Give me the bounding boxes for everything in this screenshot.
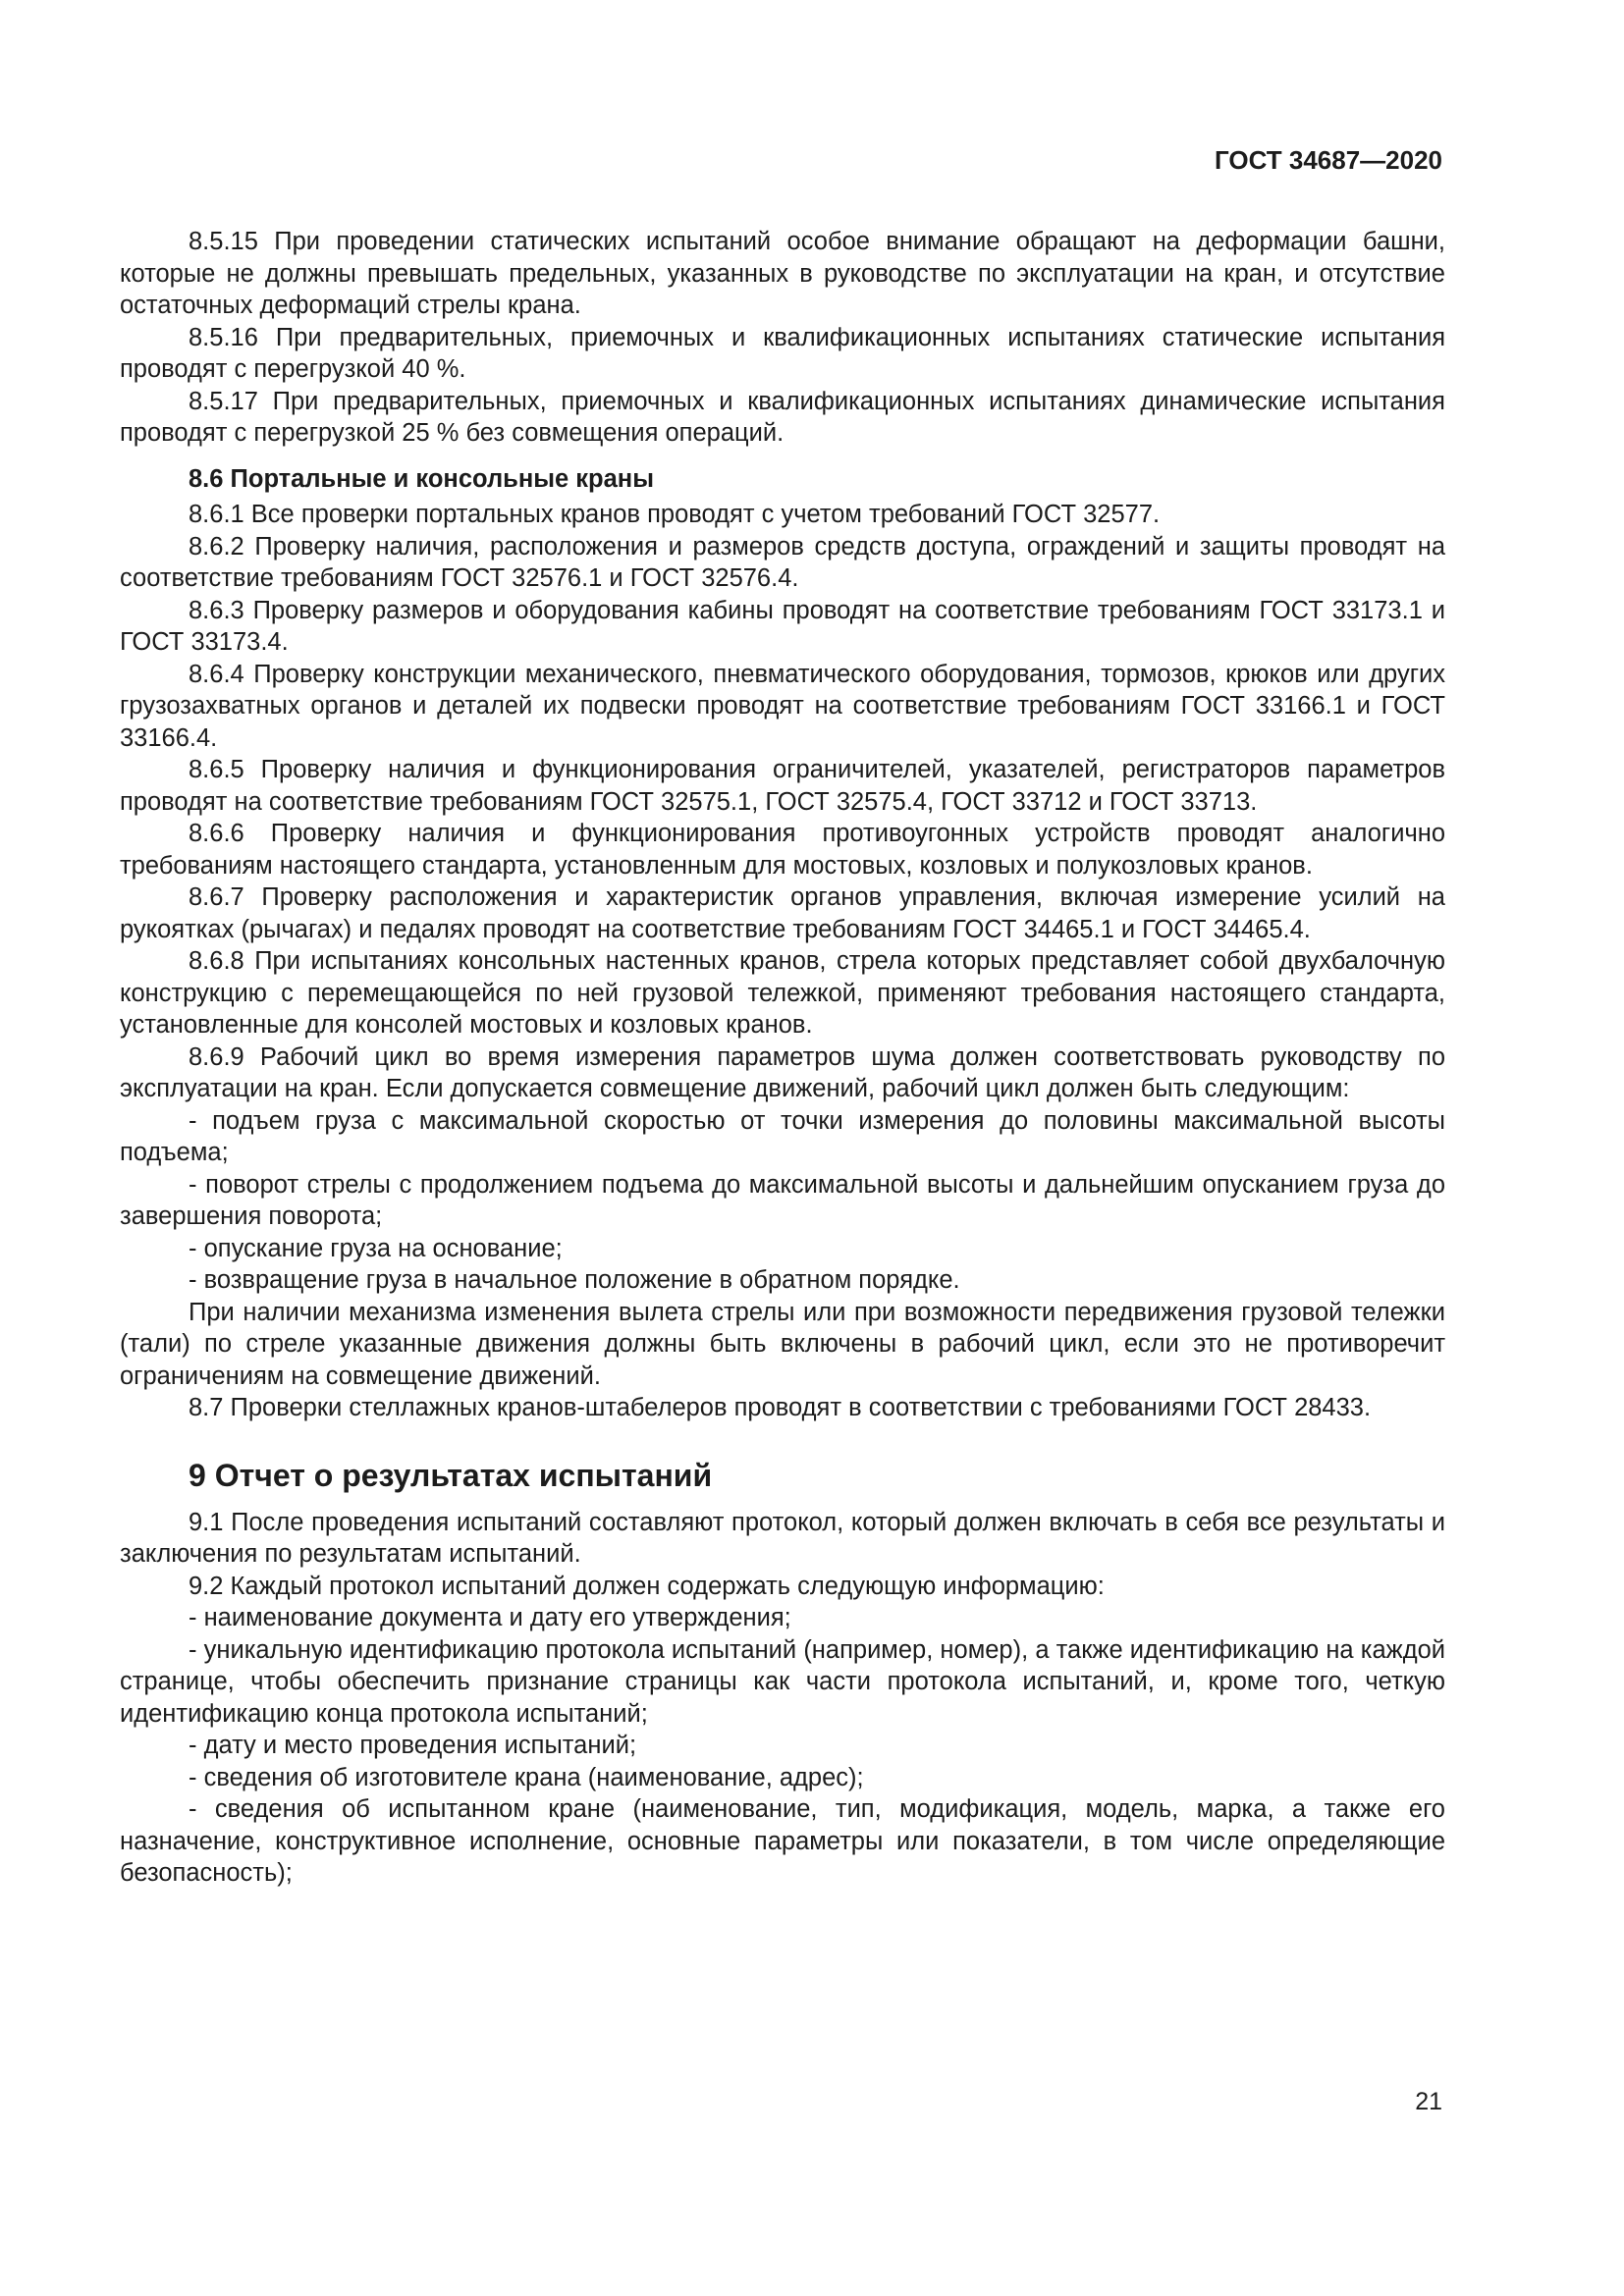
paragraph: 8.6.7 Проверку расположения и характеристик органов управления, включая измерение усилий на рукоятках (рычагах) и педалях проводят на соответствие требованиям ГОСТ 34465.1 и ГОСТ 34465.4.: [120, 883, 1445, 943]
chapter-heading: 9 Отчет о результатах испытаний: [189, 1457, 713, 1493]
paragraph: 8.7 Проверки стеллажных кранов-штабелеров проводят в соответствии с требованиями ГОСТ 28433.: [189, 1394, 1372, 1421]
page-number: 21: [1415, 2088, 1442, 2115]
paragraph: 8.5.16 При предварительных, приемочных и квалификационных испытаниях статические испытания проводят с перегрузкой 40 %.: [120, 323, 1445, 383]
paragraph: 8.5.17 При предварительных, приемочных и квалификационных испытаниях динамические испытания проводят с перегрузкой 25 % без совмещения операций.: [120, 387, 1445, 447]
paragraph: 8.6.1 Все проверки портальных кранов проводят с учетом требований ГОСТ 32577.: [189, 501, 1161, 528]
section-heading: 8.6 Портальные и консольные краны: [189, 464, 654, 493]
paragraph: 8.6.8 При испытаниях консольных настенных кранов, стрела которых представляет собой двухбалочную конструкцию с перемещающейся по ней грузовой тележкой, применяют требования настоящего стандарта, установленные для консолей мостовых и козловых кранов.: [120, 947, 1445, 1039]
paragraph: 8.6.9 Рабочий цикл во время измерения параметров шума должен соответствовать руководству по эксплуатации на кран. Если допускается совмещение движений, рабочий цикл должен быть следующим:: [120, 1042, 1445, 1102]
paragraph: 8.6.5 Проверку наличия и функционирования ограничителей, указателей, регистраторов параметров проводят на соответствие требованиям ГОСТ 32575.1, ГОСТ 32575.4, ГОСТ 33712 и ГОСТ 33713.: [120, 756, 1445, 816]
list-item: - сведения об испытанном кране (наименование, тип, модификация, модель, марка, а также его назначение, конструктивное исполнение, основные параметры или показатели, в том числе определяющие безопасность);: [120, 1795, 1445, 1887]
list-item: - подъем груза с максимальной скоростью от точки измерения до половины максимальной высоты подъема;: [120, 1106, 1445, 1166]
list-item: - возвращение груза в начальное положение в обратном порядке.: [189, 1266, 960, 1294]
paragraph: При наличии механизма изменения вылета стрелы или при возможности передвижения грузовой тележки (тали) по стреле указанные движения должны быть включены в рабочий цикл, если это не противоречит ограничениям на совмещение движений.: [120, 1298, 1445, 1390]
list-item: - опускание груза на основание;: [189, 1234, 563, 1262]
paragraph: 9.1 После проведения испытаний составляют протокол, который должен включать в себя все результаты и заключения по результатам испытаний.: [120, 1508, 1445, 1568]
list-item: - наименование документа и дату его утверждения;: [189, 1604, 791, 1631]
list-item: - сведения об изготовителе крана (наименование, адрес);: [189, 1763, 864, 1791]
paragraph: 8.5.15 При проведении статических испытаний особое внимание обращают на деформации башни, которые не должны превышать предельных, указанных в руководстве по эксплуатации на кран, и отсутствие остаточных деформаций стрелы крана.: [120, 228, 1445, 319]
page-body: [120, 226, 1445, 1890]
list-item: - поворот стрелы с продолжением подъема до максимальной высоты и дальнейшим опусканием груза до завершения поворота;: [120, 1170, 1445, 1230]
paragraph: 8.6.3 Проверку размеров и оборудования кабины проводят на соответствие требованиям ГОСТ 33173.1 и ГОСТ 33173.4.: [120, 596, 1445, 656]
paragraph: 8.6.2 Проверку наличия, расположения и размеров средств доступа, ограждений и защиты проводят на соответствие требованиям ГОСТ 32576.1 и ГОСТ 32576.4.: [120, 532, 1445, 592]
paragraph: 8.6.6 Проверку наличия и функционирования противоугонных устройств проводят аналогично требованиям настоящего стандарта, установленным для мостовых, козловых и полукозловых кранов.: [120, 820, 1445, 880]
paragraph: 9.2 Каждый протокол испытаний должен содержать следующую информацию:: [189, 1572, 1105, 1600]
paragraph: 8.6.4 Проверку конструкции механического, пневматического оборудования, тормозов, крюков или других грузозахватных органов и деталей их подвески проводят на соответствие требованиям ГОСТ 33166.1 и ГОСТ 33166.4.: [120, 660, 1445, 752]
list-item: - уникальную идентификацию протокола испытаний (например, номер), а также идентификацию на каждой странице, чтобы обеспечить признание страницы как части протокола испытаний, и, кроме того, четкую идентификацию конца протокола испытаний;: [120, 1635, 1445, 1728]
document-code: ГОСТ 34687—2020: [1215, 145, 1442, 175]
list-item: - дату и место проведения испытаний;: [189, 1732, 637, 1759]
